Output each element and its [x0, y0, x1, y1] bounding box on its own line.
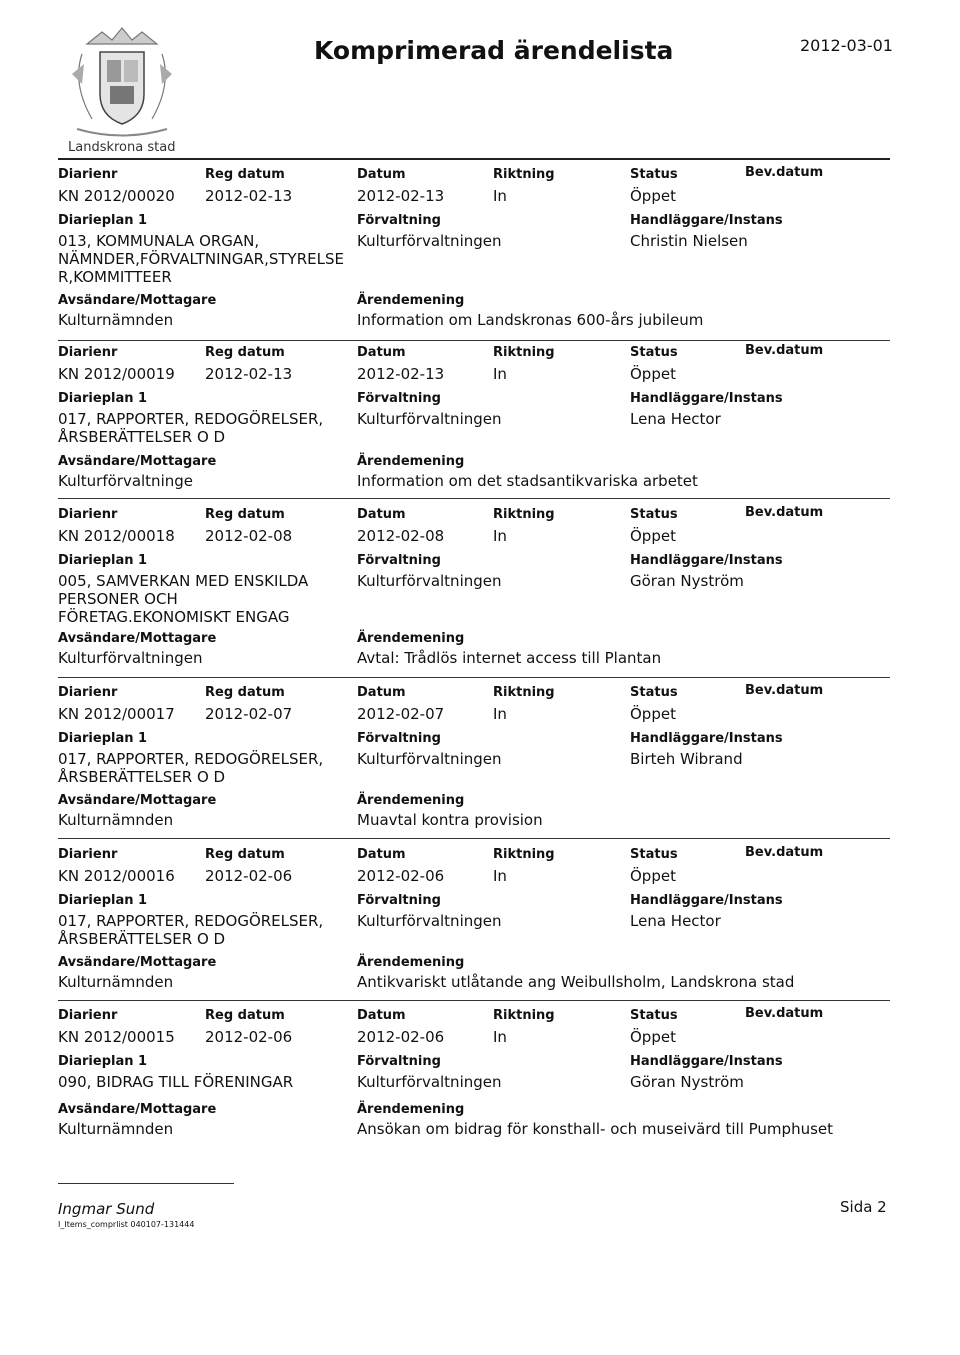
- arendemening-value: Information om Landskronas 600-års jubileum: [357, 311, 704, 329]
- forvaltning-value: Kulturförvaltningen: [357, 1073, 502, 1091]
- reg-datum-label: Reg datum: [205, 345, 285, 360]
- status-value: Öppet: [630, 527, 676, 545]
- page-number: Sida 2: [840, 1198, 887, 1216]
- diarienr-value: KN 2012/00020: [58, 187, 175, 205]
- datum-value: 2012-02-13: [357, 365, 445, 383]
- status-label: Status: [630, 167, 678, 182]
- riktning-label: Riktning: [493, 507, 555, 522]
- diarienr-label: Diarienr: [58, 685, 118, 700]
- status-value: Öppet: [630, 1028, 676, 1046]
- status-value: Öppet: [630, 365, 676, 383]
- riktning-value: In: [493, 1028, 507, 1046]
- status-value: Öppet: [630, 867, 676, 885]
- diarieplan-value: 013, KOMMUNALA ORGAN, NÄMNDER,FÖRVALTNINGAR,STYRELSE R,KOMMITTEER: [58, 232, 344, 286]
- forvaltning-label: Förvaltning: [357, 893, 441, 908]
- arendemening-label: Ärendemening: [357, 793, 465, 808]
- diarienr-label: Diarienr: [58, 847, 118, 862]
- record-divider: [58, 838, 890, 839]
- page-title: Komprimerad ärendelista: [314, 36, 674, 65]
- datum-label: Datum: [357, 847, 406, 862]
- diarieplan-label: Diarieplan 1: [58, 213, 148, 228]
- status-label: Status: [630, 345, 678, 360]
- riktning-label: Riktning: [493, 345, 555, 360]
- datum-value: 2012-02-13: [357, 187, 445, 205]
- status-label: Status: [630, 847, 678, 862]
- forvaltning-label: Förvaltning: [357, 553, 441, 568]
- arendemening-value: Muavtal kontra provision: [357, 811, 543, 829]
- diarienr-value: KN 2012/00015: [58, 1028, 175, 1046]
- diarienr-label: Diarienr: [58, 1008, 118, 1023]
- forvaltning-label: Förvaltning: [357, 1054, 441, 1069]
- avsandare-label: Avsändare/Mottagare: [58, 454, 217, 469]
- avsandare-value: Kulturnämnden: [58, 1120, 174, 1138]
- arendemening-label: Ärendemening: [357, 293, 465, 308]
- diarieplan-label: Diarieplan 1: [58, 553, 148, 568]
- status-label: Status: [630, 685, 678, 700]
- status-value: Öppet: [630, 187, 676, 205]
- riktning-value: In: [493, 187, 507, 205]
- diarienr-value: KN 2012/00016: [58, 867, 175, 885]
- handlaggare-value: Lena Hector: [630, 410, 721, 428]
- datum-label: Datum: [357, 345, 406, 360]
- riktning-label: Riktning: [493, 685, 555, 700]
- datum-label: Datum: [357, 507, 406, 522]
- bev-datum-label: Bev.datum: [745, 683, 824, 698]
- forvaltning-label: Förvaltning: [357, 391, 441, 406]
- avsandare-value: Kulturnämnden: [58, 973, 174, 991]
- footer-author: Ingmar Sund: [58, 1200, 155, 1218]
- forvaltning-value: Kulturförvaltningen: [357, 410, 502, 428]
- avsandare-label: Avsändare/Mottagare: [58, 1102, 217, 1117]
- forvaltning-value: Kulturförvaltningen: [357, 750, 502, 768]
- record-divider: [58, 677, 890, 678]
- status-label: Status: [630, 507, 678, 522]
- forvaltning-value: Kulturförvaltningen: [357, 232, 502, 250]
- reg-datum-value: 2012-02-08: [205, 527, 293, 545]
- footer-report-id: I_Items_comprlist 040107-131444: [58, 1220, 195, 1229]
- riktning-value: In: [493, 705, 507, 723]
- handlaggare-value: Lena Hector: [630, 912, 721, 930]
- handlaggare-value: Göran Nyström: [630, 572, 744, 590]
- handlaggare-label: Handläggare/Instans: [630, 1054, 783, 1069]
- bev-datum-label: Bev.datum: [745, 1006, 824, 1021]
- record-divider: [58, 340, 890, 341]
- diarieplan-value: 005, SAMVERKAN MED ENSKILDA PERSONER OCH FÖRETAG.EKONOMISKT ENGAG: [58, 572, 309, 626]
- handlaggare-value: Christin Nielsen: [630, 232, 748, 250]
- forvaltning-value: Kulturförvaltningen: [357, 572, 502, 590]
- reg-datum-label: Reg datum: [205, 1008, 285, 1023]
- reg-datum-value: 2012-02-13: [205, 187, 293, 205]
- reg-datum-value: 2012-02-06: [205, 1028, 293, 1046]
- avsandare-label: Avsändare/Mottagare: [58, 793, 217, 808]
- datum-value: 2012-02-06: [357, 867, 445, 885]
- diarieplan-value: 090, BIDRAG TILL FÖRENINGAR: [58, 1073, 294, 1091]
- avsandare-label: Avsändare/Mottagare: [58, 293, 217, 308]
- arendemening-value: Information om det stadsantikvariska arbetet: [357, 472, 698, 490]
- riktning-value: In: [493, 867, 507, 885]
- avsandare-value: Kulturnämnden: [58, 311, 174, 329]
- reg-datum-value: 2012-02-13: [205, 365, 293, 383]
- datum-value: 2012-02-06: [357, 1028, 445, 1046]
- reg-datum-value: 2012-02-07: [205, 705, 293, 723]
- diarienr-label: Diarienr: [58, 507, 118, 522]
- forvaltning-label: Förvaltning: [357, 731, 441, 746]
- riktning-value: In: [493, 527, 507, 545]
- diarieplan-value: 017, RAPPORTER, REDOGÖRELSER, ÅRSBERÄTTELSER O D: [58, 912, 324, 948]
- diarieplan-label: Diarieplan 1: [58, 731, 148, 746]
- diarienr-value: KN 2012/00017: [58, 705, 175, 723]
- diarieplan-label: Diarieplan 1: [58, 391, 148, 406]
- datum-label: Datum: [357, 167, 406, 182]
- status-value: Öppet: [630, 705, 676, 723]
- reg-datum-label: Reg datum: [205, 685, 285, 700]
- arendemening-label: Ärendemening: [357, 454, 465, 469]
- arendemening-value: Ansökan om bidrag för konsthall- och museivärd till Pumphuset: [357, 1120, 834, 1138]
- handlaggare-label: Handläggare/Instans: [630, 893, 783, 908]
- logo-text: Landskrona stad: [68, 140, 176, 155]
- handlaggare-label: Handläggare/Instans: [630, 731, 783, 746]
- diarieplan-value: 017, RAPPORTER, REDOGÖRELSER, ÅRSBERÄTTELSER O D: [58, 410, 324, 446]
- bev-datum-label: Bev.datum: [745, 845, 824, 860]
- reg-datum-label: Reg datum: [205, 847, 285, 862]
- arendemening-value: Avtal: Trådlös internet access till Plantan: [357, 649, 662, 667]
- diarienr-value: KN 2012/00018: [58, 527, 175, 545]
- diarienr-value: KN 2012/00019: [58, 365, 175, 383]
- handlaggare-value: Göran Nyström: [630, 1073, 744, 1091]
- arendemening-label: Ärendemening: [357, 955, 465, 970]
- header-divider: [58, 158, 890, 160]
- riktning-label: Riktning: [493, 847, 555, 862]
- report-date: 2012-03-01: [800, 36, 893, 55]
- arendemening-label: Ärendemening: [357, 631, 465, 646]
- footer-divider: [58, 1183, 234, 1184]
- avsandare-label: Avsändare/Mottagare: [58, 955, 217, 970]
- arendemening-value: Antikvariskt utlåtande ang Weibullsholm, Landskrona stad: [357, 973, 795, 991]
- bev-datum-label: Bev.datum: [745, 505, 824, 520]
- handlaggare-label: Handläggare/Instans: [630, 213, 783, 228]
- record-divider: [58, 498, 890, 499]
- reg-datum-label: Reg datum: [205, 507, 285, 522]
- handlaggare-label: Handläggare/Instans: [630, 553, 783, 568]
- datum-label: Datum: [357, 1008, 406, 1023]
- handlaggare-value: Birteh Wibrand: [630, 750, 743, 768]
- forvaltning-value: Kulturförvaltningen: [357, 912, 502, 930]
- avsandare-label: Avsändare/Mottagare: [58, 631, 217, 646]
- record-divider: [58, 1000, 890, 1001]
- riktning-label: Riktning: [493, 1008, 555, 1023]
- riktning-label: Riktning: [493, 167, 555, 182]
- status-label: Status: [630, 1008, 678, 1023]
- diarienr-label: Diarienr: [58, 345, 118, 360]
- avsandare-value: Kulturförvaltningen: [58, 649, 203, 667]
- diarieplan-label: Diarieplan 1: [58, 893, 148, 908]
- reg-datum-value: 2012-02-06: [205, 867, 293, 885]
- reg-datum-label: Reg datum: [205, 167, 285, 182]
- datum-value: 2012-02-08: [357, 527, 445, 545]
- avsandare-value: Kulturnämnden: [58, 811, 174, 829]
- avsandare-value: Kulturförvaltninge: [58, 472, 193, 490]
- riktning-value: In: [493, 365, 507, 383]
- bev-datum-label: Bev.datum: [745, 165, 824, 180]
- coat-of-arms-logo: [52, 24, 192, 154]
- diarienr-label: Diarienr: [58, 167, 118, 182]
- arendemening-label: Ärendemening: [357, 1102, 465, 1117]
- datum-label: Datum: [357, 685, 406, 700]
- bev-datum-label: Bev.datum: [745, 343, 824, 358]
- diarieplan-label: Diarieplan 1: [58, 1054, 148, 1069]
- forvaltning-label: Förvaltning: [357, 213, 441, 228]
- diarieplan-value: 017, RAPPORTER, REDOGÖRELSER, ÅRSBERÄTTELSER O D: [58, 750, 324, 786]
- handlaggare-label: Handläggare/Instans: [630, 391, 783, 406]
- datum-value: 2012-02-07: [357, 705, 445, 723]
